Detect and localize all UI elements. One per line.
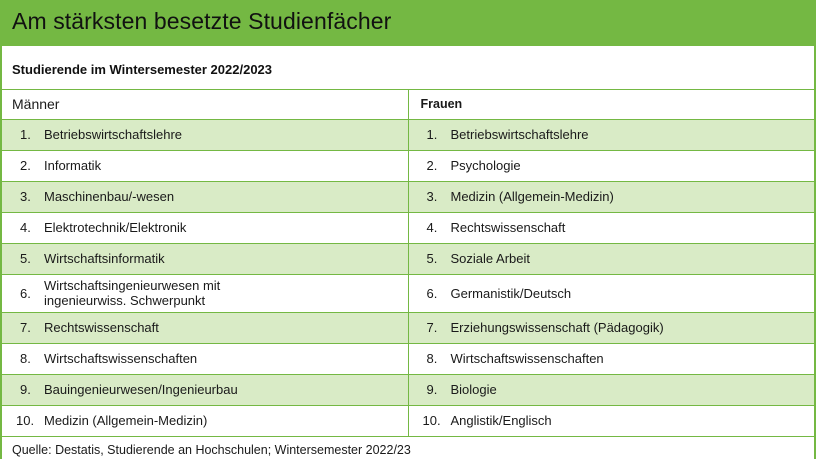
table-subtitle: Studierende im Wintersemester 2022/2023 — [12, 62, 273, 77]
rank-number: 3. — [20, 189, 31, 204]
rank-number: 10. — [16, 413, 35, 428]
subject-women: Wirtschaftswissenschaften — [450, 351, 604, 366]
rank-number: 9. — [426, 382, 438, 397]
subject-men: Wirtschaftswissenschaften — [44, 351, 198, 366]
table-row — [2, 343, 814, 374]
subject-women: Medizin (Allgemein-Medizin) — [450, 189, 614, 204]
table-row — [2, 212, 814, 243]
rank-number: 3. — [426, 189, 438, 204]
subject-women: Rechtswissenschaft — [450, 220, 566, 235]
subject-men: Wirtschaftsinformatik — [44, 251, 165, 266]
subject-men: Maschinenbau/-wesen — [44, 189, 175, 204]
source-note: Quelle: Destatis, Studierende an Hochschulen; Wintersemester 2022/23 — [2, 436, 814, 464]
rank-number: 2. — [20, 158, 31, 173]
subject-men: Betriebswirtschaftslehre — [44, 127, 182, 142]
page-title: Am stärksten besetzte Studienfächer — [0, 0, 816, 46]
rank-number: 4. — [20, 220, 31, 235]
table-row — [2, 374, 814, 405]
rank-number: 7. — [20, 320, 31, 335]
rank-number: 9. — [20, 382, 31, 397]
table-row — [2, 312, 814, 343]
rank-number: 7. — [426, 320, 438, 335]
column-header-maenner: Männer — [2, 90, 408, 119]
subject-men: Bauingenieurwesen/Ingenieurbau — [44, 382, 238, 397]
table-row — [2, 405, 814, 436]
rank-number: 2. — [426, 158, 438, 173]
subject-women: Psychologie — [450, 158, 521, 173]
rank-number: 8. — [426, 351, 438, 366]
subject-men: Elektrotechnik/Elektronik — [44, 220, 187, 235]
rank-number: 1. — [20, 127, 31, 142]
subject-women: Erziehungswissenschaft (Pädagogik) — [450, 320, 664, 335]
table-header-row — [2, 90, 814, 119]
table-row — [2, 150, 814, 181]
rank-number: 1. — [426, 127, 438, 142]
column-header-frauen: Frauen — [408, 90, 814, 119]
subject-women: Biologie — [450, 382, 497, 397]
subject-women: Soziale Arbeit — [450, 251, 530, 266]
rank-number: 8. — [20, 351, 31, 366]
rank-number: 10. — [422, 413, 441, 428]
ranking-table — [2, 90, 814, 464]
rank-number: 5. — [20, 251, 31, 266]
subject-women: Betriebswirtschaftslehre — [450, 127, 589, 142]
subject-men: Informatik — [44, 158, 102, 173]
rank-number: 6. — [20, 285, 31, 301]
subject-men: Medizin (Allgemein-Medizin) — [44, 413, 208, 428]
table-row — [2, 243, 814, 274]
subject-women: Germanistik/Deutsch — [450, 285, 572, 301]
table-row — [2, 181, 814, 212]
table-row — [2, 119, 814, 150]
rank-number: 5. — [426, 251, 438, 266]
subject-women: Anglistik/Englisch — [450, 413, 552, 428]
table-row — [2, 274, 814, 312]
rank-number: 4. — [426, 220, 438, 235]
rank-number: 6. — [426, 285, 438, 301]
source-row — [2, 436, 814, 464]
subject-men: Rechtswissenschaft — [44, 320, 159, 335]
subject-men: Wirtschaftsingenieurwesen mit ingenieurwiss. Schwerpunkt — [44, 278, 221, 308]
